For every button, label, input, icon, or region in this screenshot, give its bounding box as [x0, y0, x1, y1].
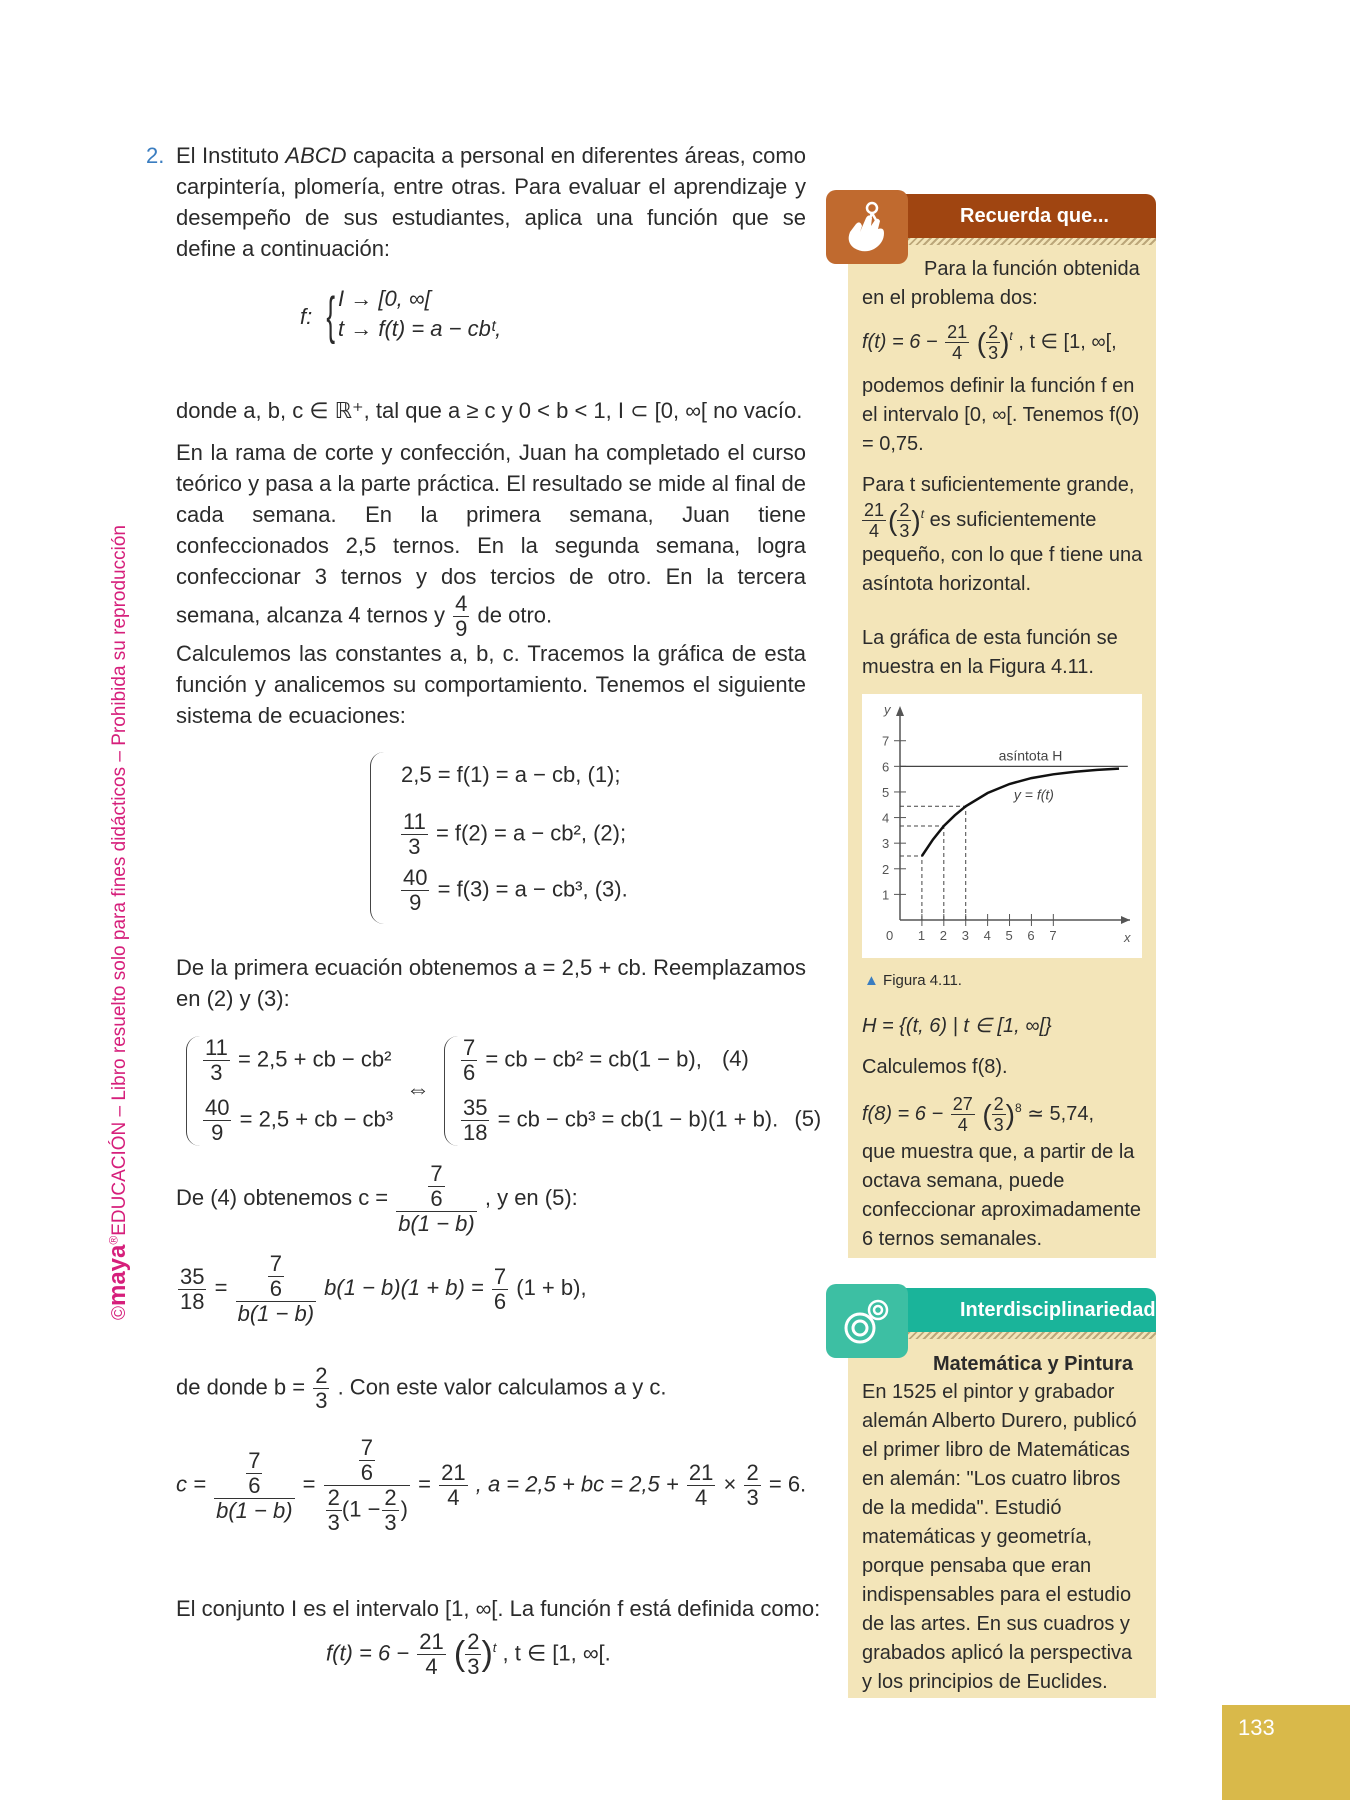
triangle-icon: ▲ [864, 972, 879, 989]
frac-4-9 [453, 592, 469, 641]
y-axis-label: y [884, 702, 891, 717]
page-number: 133 [1238, 1715, 1275, 1740]
frac-den: 6 [360, 1460, 373, 1485]
lsys-eq-2 [201, 1096, 393, 1145]
frac-den: 3 [988, 343, 999, 363]
frac-num: 2 [467, 1629, 480, 1654]
eq5-substitution [176, 1252, 587, 1326]
inter-icon-box [826, 1284, 908, 1358]
db-end: . Con este valor calculamos a y c. [337, 1374, 667, 1400]
def-brace: { [326, 287, 336, 345]
paragraph-constants [176, 638, 806, 731]
sys-eq-3 [399, 866, 628, 915]
recuerda-p5: que muestra que, a partir de la octava semana, puede confeccionar aproximadamente 6 ternos semanales. [862, 1141, 1142, 1250]
figure-4-11 [862, 694, 1142, 958]
target-icon [826, 1284, 908, 1358]
frac-den: 6 [463, 1060, 476, 1085]
frac-num: 2 [899, 500, 910, 520]
frac-num: 21 [419, 1629, 444, 1654]
frac-den: 9 [211, 1120, 224, 1145]
frac-num: 2 [384, 1485, 397, 1510]
from4-text: De (4) obtenemos c = [176, 1184, 389, 1210]
f8-exp: 8 [1014, 1101, 1022, 1116]
rsys-eq-1-text: = cb − cb² = cb(1 − b), [485, 1046, 702, 1072]
frac-den: b(1 − b) [216, 1497, 293, 1523]
x-tick-label: 4 [983, 928, 991, 943]
recuerda-p1: Para la función obtenida en el problema dos: [862, 258, 1140, 309]
inter-hatch [908, 1332, 1156, 1339]
sys-eq-2-text: = f(2) = a − cb², (2); [435, 820, 627, 846]
inter-title: Interdisciplinariedad [960, 1299, 1156, 1321]
problem-2 [146, 140, 806, 264]
one-minus: 1 − [349, 1496, 381, 1522]
system-of-equations [370, 752, 671, 924]
frac-den: 18 [180, 1288, 205, 1314]
left-system [186, 1036, 417, 1146]
y-tick-label: 4 [882, 810, 890, 826]
tag-5: (5) [794, 1106, 822, 1132]
frac-den: b(1 − b) [398, 1211, 475, 1236]
page-number-box [1222, 1705, 1350, 1800]
problem-intro [176, 140, 806, 264]
def-line-1: I → [0, ∞[ [338, 286, 431, 311]
problem-number: 2. [146, 143, 165, 168]
recuerda-title: Recuerda que... [960, 205, 1109, 227]
para-constants-text: Calculemos las constantes a, b, c. Tracemos la gráfica de esta función y analicemos su comportamiento. Tenemos el siguiente sistema de ecuaciones: [176, 641, 806, 728]
fdef-b: , t ∈ [1, ∞[, [1018, 330, 1117, 353]
frac-num: 2 [988, 322, 999, 342]
f8-eq: f(8) = 6 − $\frac{27}{4}$ ( $\frac{2}{3}$ )$^8$ ≃ 5,74, [862, 1094, 1095, 1135]
frac-num: 27 [952, 1094, 973, 1114]
equals: = [418, 1471, 431, 1497]
frac-num: 21 [441, 1460, 466, 1485]
c-from-4 [176, 1162, 578, 1236]
frac-num: 4 [455, 591, 468, 616]
frac-num: 11 [403, 809, 426, 834]
frac-den: 4 [952, 343, 963, 363]
rsys-eq-2-text: = cb − cb³ = cb(1 − b)(1 + b). [497, 1106, 779, 1132]
final-function: f(t) = 6 − $\frac{21}{4}$ ( $\frac{2}{3}$ )$^t$ , t ∈ [1, ∞[. [326, 1629, 611, 1679]
lsys-eq-1 [201, 1036, 391, 1085]
equals: = [302, 1471, 316, 1497]
p3-a: Para t suficientemente grande, [862, 474, 1135, 496]
frac-den: 9 [409, 890, 422, 915]
recuerda-icon-box [826, 190, 908, 264]
b-value [176, 1364, 667, 1413]
asymptote-chart [862, 694, 1142, 958]
x-tick-label: 0 [886, 928, 894, 943]
figure-caption [864, 966, 962, 995]
frac-den: 6 [493, 1288, 507, 1314]
frac-den: 3 [408, 834, 421, 859]
y-tick-label: 2 [882, 861, 890, 877]
recuerda-p2: podemos definir la función f en el intervalo [0, ∞[. Tenemos f(0) = 0,75. [862, 375, 1140, 455]
frac-den: 3 [384, 1510, 397, 1535]
frac-den: 3 [746, 1485, 759, 1510]
inter-header [868, 1288, 1156, 1332]
where-clause: donde a, b, c ∈ ℝ⁺, tal que a ≥ c y 0 < b < 1, I ⊂ [0, ∞[ no vacío. [176, 398, 803, 423]
fdef-a: f(t) = 6 − [862, 330, 938, 353]
inter-body: En 1525 el pintor y grabador alemán Alberto Durero, publicó el primer libro de Matemáticas en alemán: "Los cuatro libros de la medida". Estudió matemáticas y geometría, porque pensaba que eran indispensables para el estudio de las artes. En sus cuadros y grabados aplicó la perspectiva y los principios de Euclides. [862, 1381, 1137, 1693]
iff-symbol: ⇔ [406, 1076, 430, 1103]
curve-f [922, 769, 1119, 856]
final-a: f(t) = 6 − [326, 1640, 410, 1666]
sys-eq-1: 2,5 = f(1) = a − cb, (1); [401, 762, 621, 787]
frac-num: 7 [248, 1447, 261, 1473]
frac-num: 40 [403, 865, 428, 890]
complex-frac [396, 1162, 476, 1236]
frac-den: 6 [430, 1186, 443, 1211]
eq5-end: (1 + b), [516, 1274, 587, 1300]
sys-eq-3-text: = f(3) = a − cb³, (3). [437, 876, 628, 902]
intro-part-2: capacita a personal en diferentes áreas, como carpintería, plomería, entre otras. Para evaluar el aprendizaje y desempeño de sus estudiantes, aplica una función que se define a continuación: [176, 143, 806, 261]
a-calc: , a = 2,5 + bc = 2,5 + [475, 1471, 679, 1497]
equals: = [214, 1274, 228, 1300]
inter-subtitle: Matemática y Pintura [932, 1353, 1134, 1375]
frac-den: 4 [425, 1654, 438, 1679]
frac-num: 7 [463, 1035, 476, 1060]
frac-den: 3 [315, 1388, 328, 1413]
institute-name: ABCD [285, 143, 347, 168]
rsys-eq-1 [459, 1036, 749, 1085]
f8-a: f(8) = 6 − [862, 1102, 944, 1125]
para-juan-text: En la rama de corte y confección, Juan ha completado el curso teórico y pasa a la parte práctica. El resultado se mide al final de cada semana. En la primera semana, Juan tiene confeccionados 2,5 ternos. En la segunda semana, logra confeccionar 3 ternos y dos tercios de otro. En la tercera semana, alcanza 4 ternos y [176, 440, 806, 628]
finger-string-icon [826, 190, 908, 264]
frac-num: 7 [430, 1161, 443, 1186]
frac-den: 6 [248, 1472, 261, 1498]
y-tick-label: 5 [882, 784, 890, 800]
intro-part-1: El Instituto [176, 143, 280, 168]
right-system [444, 1035, 822, 1146]
x-tick-label: 3 [961, 928, 969, 943]
set-I: El conjunto I es el intervalo [1, ∞[. La función f está definida como: [176, 1596, 821, 1621]
x-tick-label: 7 [1049, 928, 1057, 943]
frac-den: 4 [957, 1115, 968, 1135]
x-axis-arrow [1121, 916, 1130, 924]
frac-num: 2 [327, 1485, 340, 1510]
frac-num: 2 [746, 1460, 759, 1485]
frac-num: 35 [463, 1095, 488, 1120]
lsys-eq-2-text: = 2,5 + cb − cb³ [239, 1106, 394, 1132]
copyright-strip [104, 470, 132, 1320]
recuerda-fdef: f(t) = 6 − $\frac{21}{4}$ ( $\frac{2}{3}$ )$^t$ , t ∈ [1, ∞[, [862, 322, 1117, 363]
eq5-mid: b(1 − b)(1 + b) = [324, 1274, 484, 1300]
times: × [723, 1471, 737, 1497]
asymptote-label: asíntota H [998, 747, 1063, 764]
frac-num: 7 [360, 1435, 373, 1460]
frac-den: 4 [695, 1485, 708, 1510]
frac-den: 4 [447, 1485, 460, 1510]
frac-num: 35 [180, 1263, 205, 1289]
recuerda-hatch [908, 238, 1156, 245]
frac-num: 7 [493, 1263, 507, 1289]
def-line-2: t → f(t) = a − cbᵗ, [338, 316, 502, 341]
frac-num: 2 [993, 1094, 1004, 1114]
calc-f8: Calculemos f(8). [862, 1056, 1008, 1078]
frac-den: 3 [993, 1115, 1004, 1135]
paragraph-substitution [176, 952, 806, 1014]
recuerda-p4: La gráfica de esta función se muestra en la Figura 4.11. [862, 627, 1118, 678]
curve-label: y = f(t) [1013, 786, 1054, 803]
f8-b: ≃ 5,74, [1027, 1102, 1095, 1125]
frac-den: 4 [869, 521, 880, 541]
registered-mark: ® [106, 1235, 121, 1245]
from4-end: , y en (5): [484, 1184, 578, 1210]
frac-num: 11 [205, 1035, 228, 1060]
y-tick-label: 1 [882, 887, 890, 903]
recuerda-p3: Para t suficientemente grande, $\frac{21}{4}$ ( $\frac{2}{3}$ )$^t$ es suficientemente pequeño, con lo que f tiene una asíntota horizontal. [862, 474, 1143, 595]
rsys-eq-2 [459, 1096, 821, 1145]
x-tick-label: 5 [1005, 928, 1013, 943]
copyright-symbol: © [109, 1306, 130, 1320]
frac-num: 2 [315, 1363, 328, 1388]
frac-den: 6 [269, 1276, 282, 1301]
para-juan-end: de otro. [477, 602, 553, 628]
frac-num: 7 [269, 1251, 282, 1276]
copyright-text: EDUCACIÓN – Libro resuelto solo para fines didácticos – Prohibida su reproducción [109, 525, 130, 1236]
frac-num: 40 [205, 1095, 230, 1120]
frac-den: 18 [463, 1120, 488, 1145]
y-tick-label: 3 [882, 836, 890, 852]
y-axis-arrow [896, 706, 904, 716]
sys-eq-2 [399, 810, 626, 859]
frac-num: 21 [947, 322, 968, 342]
tag-4: (4) [721, 1046, 749, 1072]
x-tick-label: 6 [1027, 928, 1035, 943]
lsys-eq-1-text: = 2,5 + cb − cb² [237, 1046, 392, 1072]
caption-text: Figura 4.11. [883, 972, 962, 989]
frac-num: 21 [688, 1460, 714, 1485]
final-b: , t ∈ [1, ∞[. [502, 1640, 611, 1666]
p3-b: es suficientemente pequeño, con lo que f tiene una asíntota horizontal. [862, 508, 1143, 595]
c-a-computation: c = $\frac{\frac{7}{6}}{b(1 - b)}$ = $\frac{7}{6}$ $\frac{2}{3}$ (1 − $\frac{2}{3}$ ) = $\frac{21}{4}$ , a = 2,5 + bc = 2,5 + $\frac{21}{4}$ × $\frac{2}{3}$ = 6. [176, 1435, 807, 1535]
brand-logo: maya [104, 1244, 131, 1306]
recuerda-header [868, 194, 1156, 238]
eq-six: = 6. [768, 1471, 807, 1497]
h-set: H = {(t, 6) | t ∈ [1, ∞[} [862, 1015, 1052, 1037]
frac-den: 3 [467, 1654, 480, 1679]
frac-den: 3 [899, 521, 910, 541]
frac-den: 3 [327, 1510, 340, 1535]
x-axis-label: x [1124, 930, 1131, 945]
para-substitution-text: De la primera ecuación obtenemos a = 2,5 + cb. Reemplazamos en (2) y (3): [176, 955, 806, 1011]
def-f: f: [300, 304, 313, 329]
x-tick-label: 2 [939, 928, 948, 943]
c-eq: c = [176, 1471, 206, 1497]
db-text: de donde b = [176, 1374, 306, 1400]
y-tick-label: 7 [882, 733, 890, 749]
frac-den: b(1 − b) [237, 1301, 315, 1326]
frac-num: 21 [864, 500, 885, 520]
paragraph-juan [176, 437, 806, 641]
frac-den: 3 [210, 1060, 223, 1085]
x-tick-label: 1 [917, 928, 926, 943]
y-tick-label: 6 [882, 759, 890, 775]
frac-den: 9 [455, 616, 468, 641]
